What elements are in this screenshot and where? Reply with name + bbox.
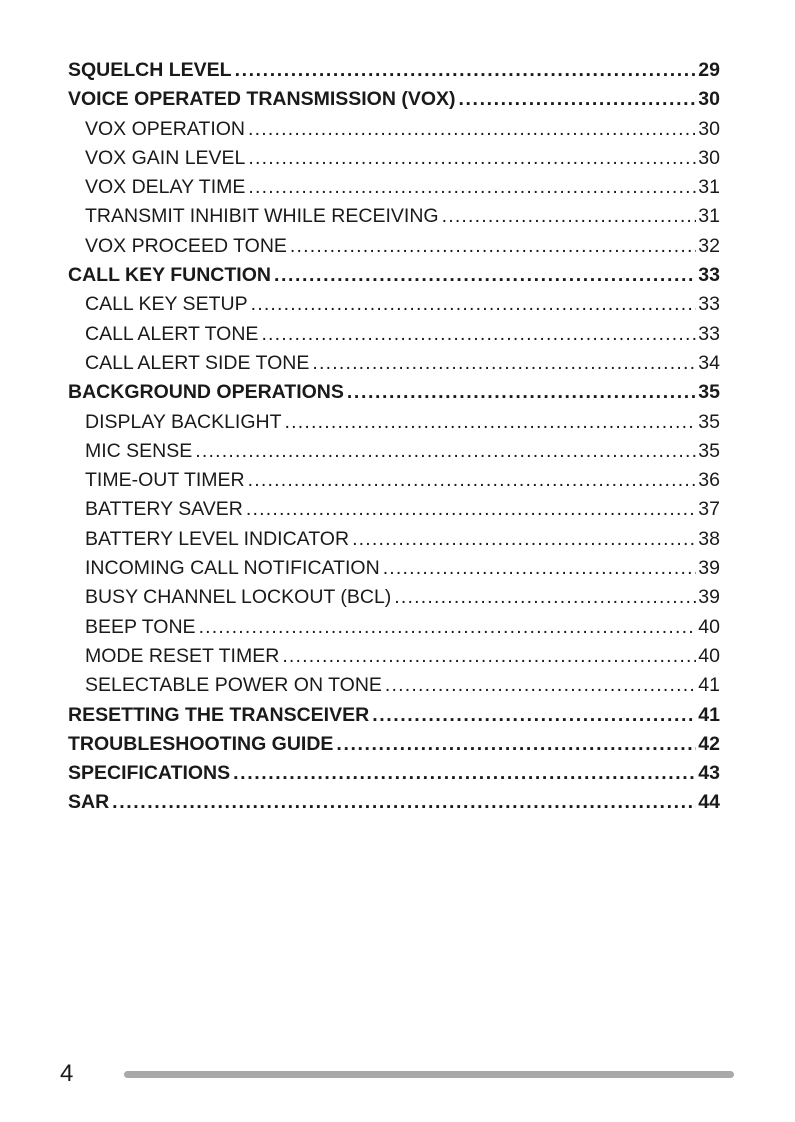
toc-entry-sub[interactable] (68, 349, 720, 378)
toc-entry-title: INCOMING CALL NOTIFICATION (85, 557, 380, 580)
toc-leader-dots (385, 671, 696, 700)
toc-entry-page: 35 (698, 439, 720, 462)
toc-entry-title: BEEP TONE (85, 615, 196, 638)
toc-entry-page: 32 (698, 234, 720, 257)
toc-entry-page: 40 (698, 644, 720, 667)
toc-leader-dots (274, 261, 696, 290)
toc-leader-dots (112, 788, 696, 817)
toc-entry-page: 30 (698, 88, 720, 111)
toc-entry-title: VOX DELAY TIME (85, 176, 246, 199)
toc-entry-page: 31 (698, 176, 720, 199)
toc-entry-sub[interactable] (68, 144, 720, 173)
toc-entry-title: TIME-OUT TIMER (85, 469, 245, 492)
toc-leader-dots (285, 408, 697, 437)
toc-entry-title: TROUBLESHOOTING GUIDE (68, 732, 334, 755)
toc-entry-page: 37 (698, 498, 720, 521)
toc-entry-main[interactable] (68, 56, 720, 85)
toc-entry-title: VOX GAIN LEVEL (85, 146, 246, 169)
toc-leader-dots (199, 613, 697, 642)
toc-entry-sub[interactable] (68, 202, 720, 231)
toc-entry-sub[interactable] (68, 466, 720, 495)
toc-entry-sub[interactable] (68, 173, 720, 202)
toc-entry-page: 31 (698, 205, 720, 228)
toc-leader-dots (248, 466, 697, 495)
toc-entry-title: BACKGROUND OPERATIONS (68, 381, 344, 404)
toc-entry-sub[interactable] (68, 115, 720, 144)
toc-leader-dots (248, 173, 696, 202)
toc-entry-main[interactable] (68, 759, 720, 788)
toc-entry-page: 41 (698, 703, 720, 726)
toc-entry-page: 35 (698, 381, 720, 404)
toc-leader-dots (290, 232, 696, 261)
toc-entry-page: 35 (698, 410, 720, 433)
toc-entry-sub[interactable] (68, 232, 720, 261)
toc-entry-page: 39 (698, 557, 720, 580)
toc-entry-main[interactable] (68, 378, 720, 407)
toc-entry-title: MODE RESET TIMER (85, 644, 280, 667)
toc-leader-dots (372, 701, 696, 730)
toc-entry-main[interactable] (68, 730, 720, 759)
toc-entry-page: 33 (698, 264, 720, 287)
toc-leader-dots (352, 525, 696, 554)
toc-entry-page: 33 (698, 322, 720, 345)
toc-entry-sub[interactable] (68, 408, 720, 437)
toc-entry-page: 44 (698, 791, 720, 814)
toc-entry-sub[interactable] (68, 613, 720, 642)
toc-entry-title: VOICE OPERATED TRANSMISSION (VOX) (68, 88, 456, 111)
toc-entry-page: 38 (698, 527, 720, 550)
toc-entry-title: SPECIFICATIONS (68, 762, 231, 785)
toc-leader-dots (248, 144, 696, 173)
toc-entry-page: 42 (698, 732, 720, 755)
toc-entry-title: BATTERY LEVEL INDICATOR (85, 527, 350, 550)
toc-entry-page: 30 (698, 117, 720, 140)
toc-leader-dots (261, 320, 696, 349)
toc-entry-title: DISPLAY BACKLIGHT (85, 410, 282, 433)
toc-entry-sub[interactable] (68, 290, 720, 319)
toc-entry-page: 34 (698, 351, 720, 374)
toc-entry-title: RESETTING THE TRANSCEIVER (68, 703, 370, 726)
toc-entry-title: SQUELCH LEVEL (68, 59, 232, 81)
toc-entry-sub[interactable] (68, 320, 720, 349)
toc-entry-page: 41 (698, 674, 720, 697)
toc-entry-title: BUSY CHANNEL LOCKOUT (BCL) (85, 586, 392, 609)
table-of-contents (68, 56, 720, 818)
toc-entry-title: SAR (68, 791, 110, 814)
toc-entry-title: BATTERY SAVER (85, 498, 243, 521)
toc-entry-sub[interactable] (68, 671, 720, 700)
toc-leader-dots (246, 495, 696, 524)
toc-entry-page: 33 (698, 293, 720, 316)
toc-entry-sub[interactable] (68, 525, 720, 554)
toc-entry-page: 36 (698, 469, 720, 492)
toc-entry-title: CALL KEY FUNCTION (68, 264, 271, 287)
toc-leader-dots (442, 202, 697, 231)
toc-entry-main[interactable] (68, 701, 720, 730)
toc-leader-dots (383, 554, 697, 583)
page-number: 4 (60, 1060, 74, 1087)
toc-entry-sub[interactable] (68, 642, 720, 671)
toc-entry-title: CALL KEY SETUP (85, 293, 248, 316)
toc-leader-dots (282, 642, 696, 671)
toc-entry-sub[interactable] (68, 437, 720, 466)
toc-leader-dots (459, 85, 697, 114)
toc-entry-main[interactable] (68, 261, 720, 290)
toc-entry-main[interactable] (68, 788, 720, 817)
toc-entry-page: 30 (698, 146, 720, 169)
toc-entry-title: SELECTABLE POWER ON TONE (85, 674, 382, 697)
toc-entry-page: 43 (698, 762, 720, 785)
toc-entry-title: MIC SENSE (85, 439, 193, 462)
toc-leader-dots (248, 115, 696, 144)
toc-leader-dots (336, 730, 696, 759)
toc-entry-sub[interactable] (68, 495, 720, 524)
toc-entry-sub[interactable] (68, 554, 720, 583)
toc-entry-title: CALL ALERT SIDE TONE (85, 351, 310, 374)
toc-entry-sub[interactable] (68, 583, 720, 612)
toc-leader-dots (233, 759, 696, 788)
toc-leader-dots (394, 583, 696, 612)
toc-leader-dots (312, 349, 696, 378)
toc-entry-title: VOX OPERATION (85, 117, 245, 140)
toc-entry-title: TRANSMIT INHIBIT WHILE RECEIVING (85, 205, 439, 228)
toc-leader-dots (251, 290, 697, 319)
toc-entry-title: CALL ALERT TONE (85, 322, 259, 345)
toc-entry-main[interactable] (68, 85, 720, 114)
toc-leader-dots (195, 437, 696, 466)
toc-entry-page: 29 (698, 59, 720, 81)
toc-entry-page: 39 (698, 586, 720, 609)
toc-leader-dots (347, 378, 696, 407)
toc-entry-page: 40 (698, 615, 720, 638)
footer-rule (124, 1071, 734, 1078)
toc-leader-dots (235, 56, 697, 85)
toc-entry-title: VOX PROCEED TONE (85, 234, 287, 257)
